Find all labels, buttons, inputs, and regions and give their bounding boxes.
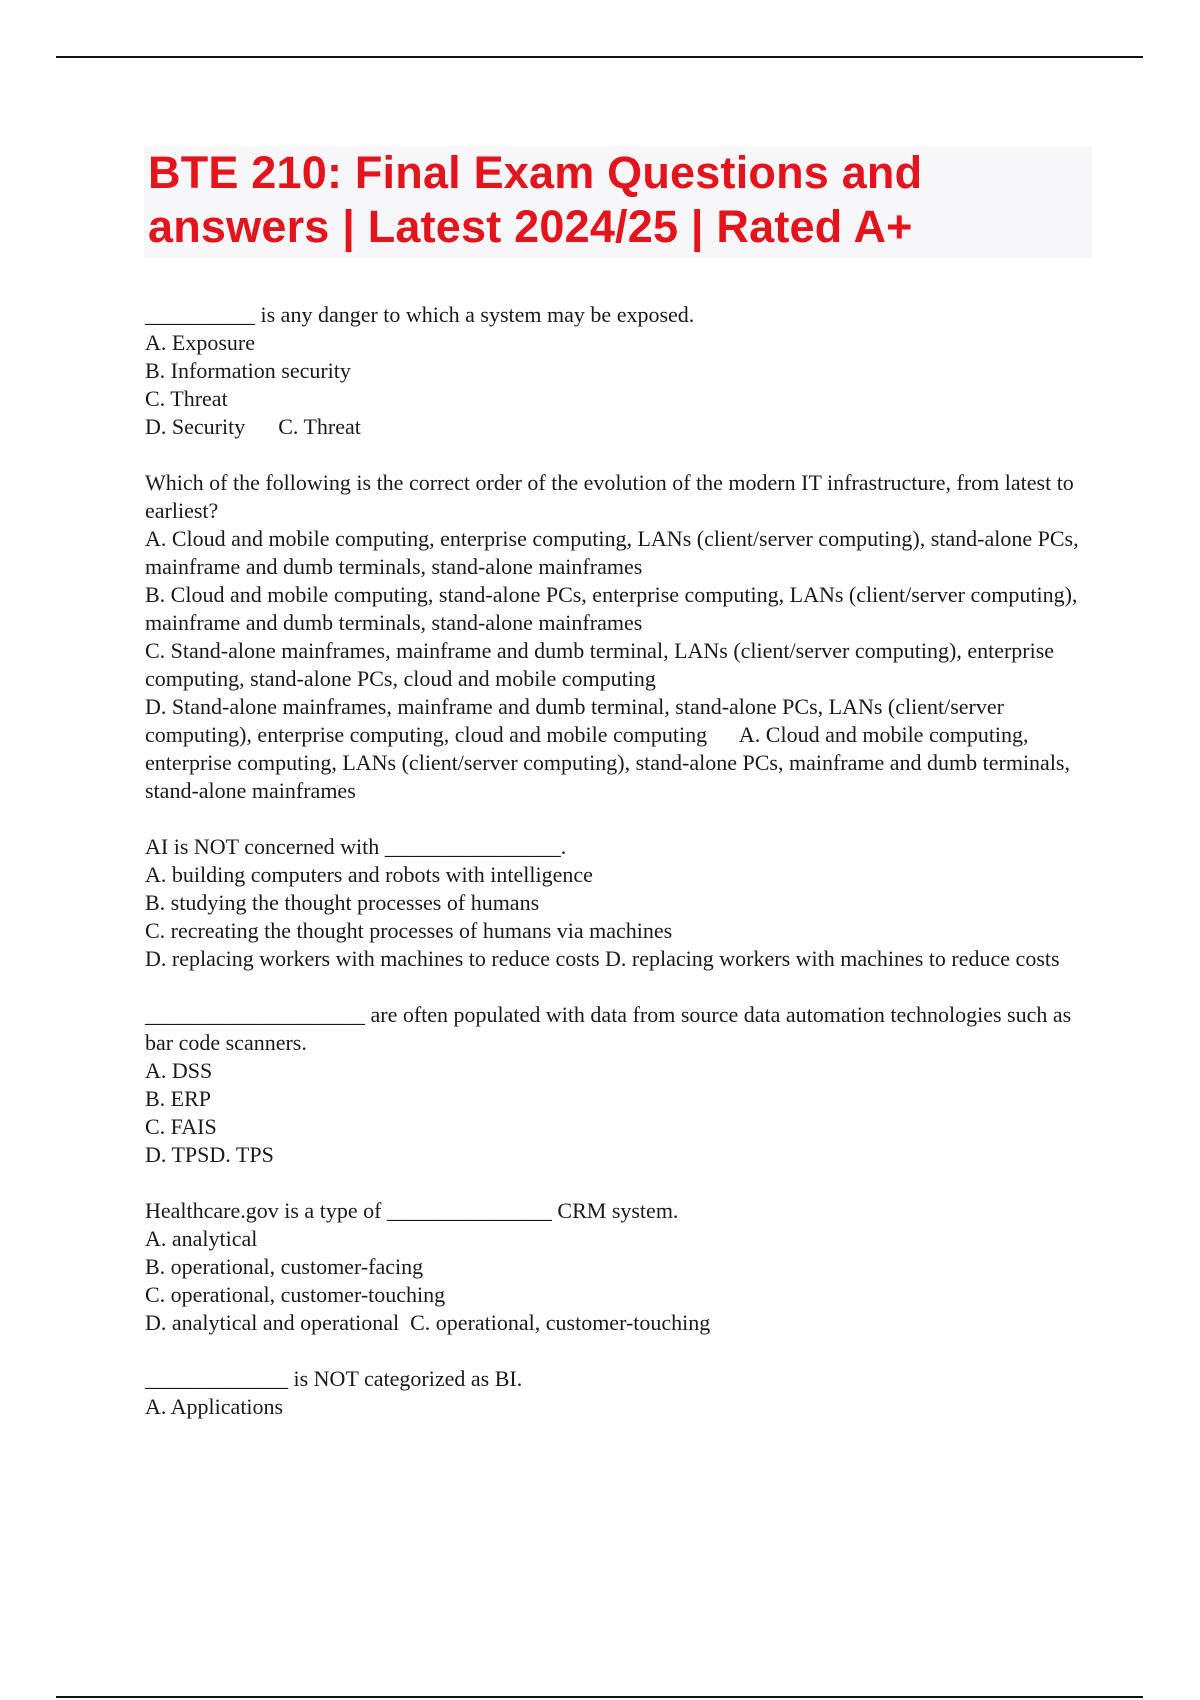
option-d-with-answer: [145, 693, 1090, 805]
question-stem: __________ is any danger to which a system may be exposed.: [145, 302, 695, 327]
bottom-rule: [56, 1696, 1143, 1698]
option-a: A. analytical: [145, 1226, 258, 1251]
option-d-with-answer: [145, 1309, 1090, 1337]
option-c: C. Stand-alone mainframes, mainframe and dumb terminal, LANs (client/server computing), enterprise computing, stand-alone PCs, cloud and mobile computing: [145, 638, 1060, 691]
option-a: A. DSS: [145, 1058, 213, 1083]
question-4: [145, 1001, 1090, 1169]
option-c: C. recreating the thought processes of humans via machines: [145, 918, 673, 943]
answer: D. replacing workers with machines to reduce costs: [605, 946, 1060, 971]
question-6: [145, 1365, 1090, 1421]
option-a: A. building computers and robots with intelligence: [145, 862, 593, 887]
option-d: D. Stand-alone mainframes, mainframe and dumb terminal, stand-alone PCs, LANs (client/server computing), enterprise computing, cloud and mobile computing: [145, 694, 1010, 747]
answer: C. operational, customer-touching: [410, 1310, 711, 1335]
option-d-with-answer: [145, 413, 1090, 441]
option-d-with-answer: [145, 945, 1090, 973]
question-stem: Which of the following is the correct order of the evolution of the modern IT infrastructure, from latest to earliest?: [145, 470, 1080, 523]
answer: D. TPS: [209, 1142, 274, 1167]
option-b: B. Information security: [145, 358, 351, 383]
option-d: D. replacing workers with machines to reduce costs: [145, 946, 600, 971]
question-1: [145, 301, 1090, 441]
question-stem: ____________________ are often populated with data from source data automation technologies such as bar code scanners.: [145, 1002, 1077, 1055]
option-c: C. operational, customer-touching: [145, 1282, 446, 1307]
option-d-with-answer: [145, 1141, 1090, 1169]
question-3: [145, 833, 1090, 973]
option-d: D. TPS: [145, 1142, 210, 1167]
answer: C. Threat: [278, 414, 361, 439]
option-a: A. Applications: [145, 1394, 284, 1419]
option-c: C. Threat: [145, 386, 228, 411]
option-b: B. operational, customer-facing: [145, 1254, 424, 1279]
question-list: [145, 301, 1090, 1449]
option-b: B. ERP: [145, 1086, 212, 1111]
option-b: B. Cloud and mobile computing, stand-alone PCs, enterprise computing, LANs (client/server computing), mainframe and dumb terminals, stand-alone mainframes: [145, 582, 1083, 635]
top-rule: [56, 56, 1143, 58]
answer: A. Cloud and mobile computing, enterprise computing, LANs (client/server computing), stand-alone PCs, mainframe and dumb terminals, stand-alone mainframes: [145, 722, 1076, 803]
question-5: [145, 1197, 1090, 1337]
option-c: C. FAIS: [145, 1114, 217, 1139]
option-a: A. Exposure: [145, 330, 255, 355]
title-banner: [144, 146, 1092, 258]
question-stem: AI is NOT concerned with ________________.: [145, 834, 567, 859]
question-stem: _____________ is NOT categorized as BI.: [145, 1366, 523, 1391]
question-2: [145, 469, 1090, 805]
option-b: B. studying the thought processes of humans: [145, 890, 540, 915]
option-a: A. Cloud and mobile computing, enterprise computing, LANs (client/server computing), stand-alone PCs, mainframe and dumb terminals, stand-alone mainframes: [145, 526, 1085, 579]
option-d: D. Security: [145, 414, 246, 439]
question-stem: Healthcare.gov is a type of _______________ CRM system.: [145, 1198, 679, 1223]
option-d: D. analytical and operational: [145, 1310, 400, 1335]
document-title: BTE 210: Final Exam Questions and answers | Latest 2024/25 | Rated A+: [148, 147, 923, 252]
